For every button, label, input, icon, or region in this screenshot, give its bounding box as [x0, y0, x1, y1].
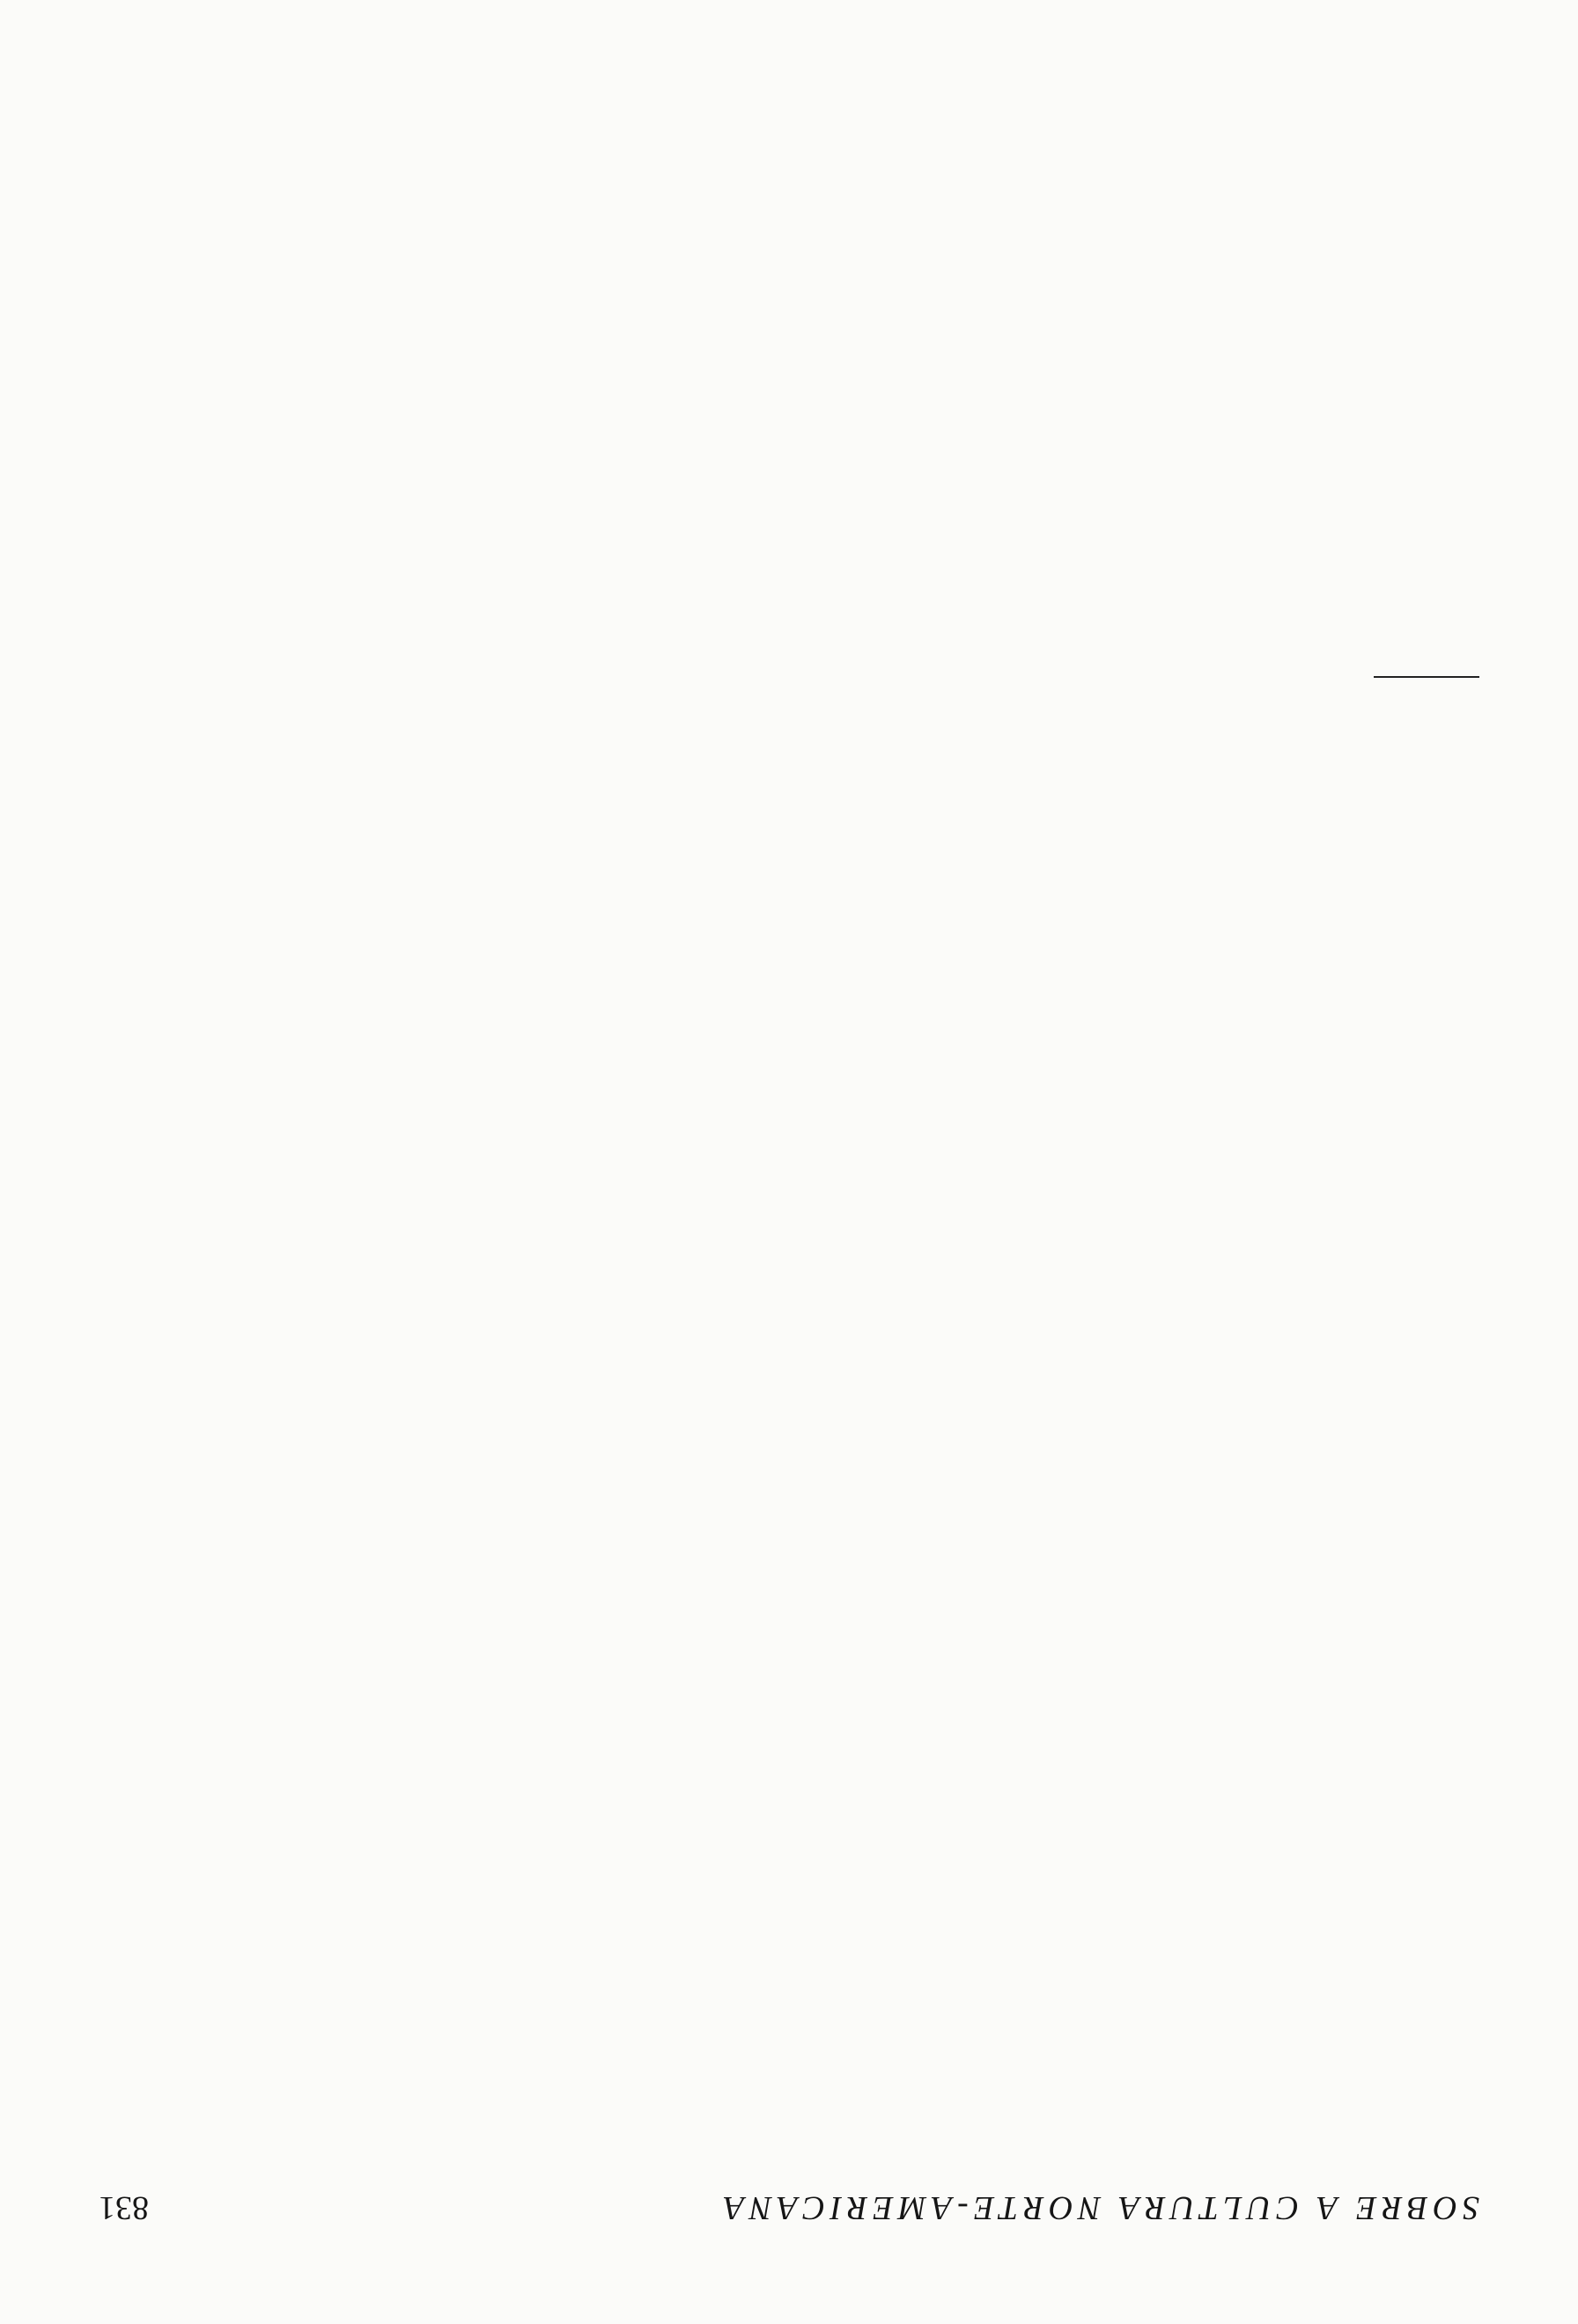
page-number: 831 — [99, 2189, 149, 2226]
header-title: SOBRE A CULTURA NORTE-AMERICANA — [719, 2189, 1479, 2226]
footnote-rule — [1374, 676, 1479, 678]
running-head — [0, 2185, 1578, 2227]
